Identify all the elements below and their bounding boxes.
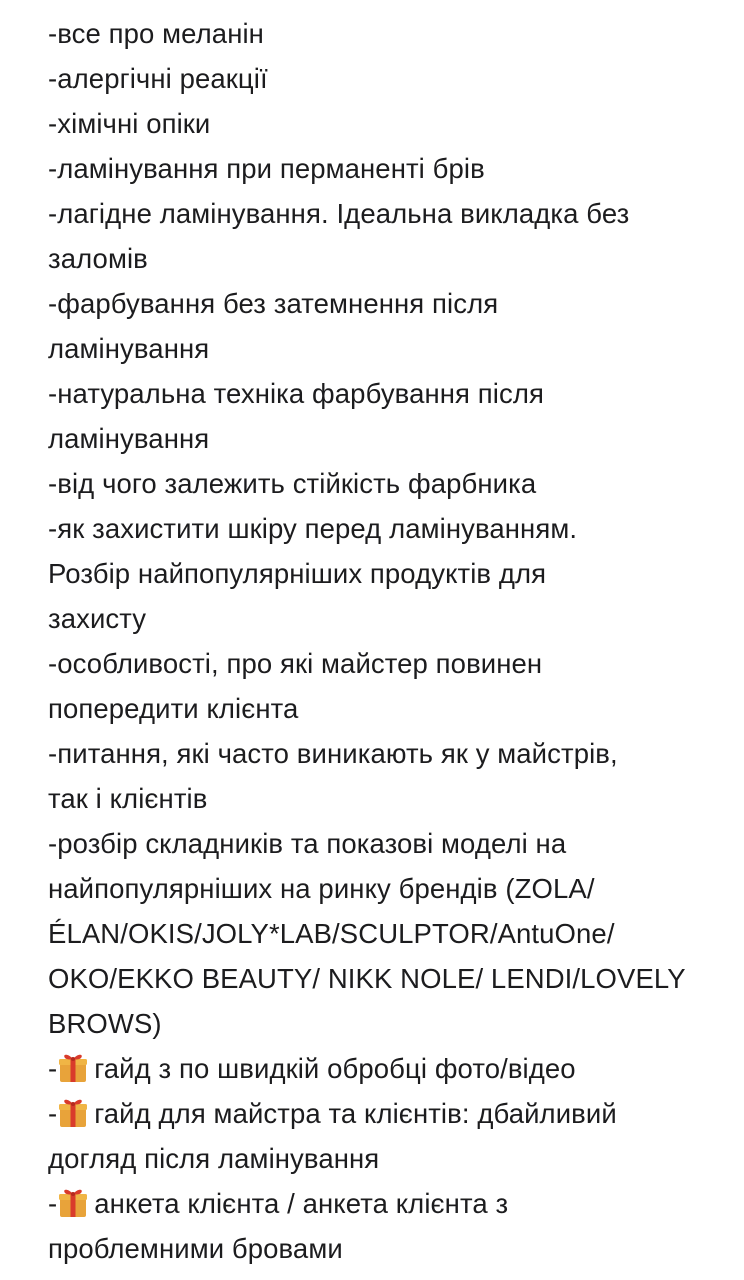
text-line: -все про меланін (48, 18, 264, 49)
gift-item-text: гайд для майстра та клієнтів: дбайливий (94, 1098, 617, 1129)
text-line: догляд після ламінування (48, 1143, 380, 1174)
gift-icon (58, 1186, 88, 1218)
text-line: -хімічні опіки (48, 108, 211, 139)
gift-icon (58, 1051, 88, 1083)
text-line: попередити клієнта (48, 693, 299, 724)
gift-line (48, 1181, 728, 1226)
text-line: -питання, які часто виникають як у майстрів, (48, 738, 618, 769)
gift-item-text: анкета клієнта / анкета клієнта з (94, 1188, 509, 1219)
text-line: ламінування (48, 333, 210, 364)
gift-item-text: гайд з по швидкій обробці фото/відео (94, 1053, 576, 1084)
text-line: ÉLAN/OKIS/JOLY*LAB/SCULPTOR/AntuOne/ (48, 918, 615, 949)
text-line: так і клієнтів (48, 783, 208, 814)
text-line: заломів (48, 243, 148, 274)
text-line: ламінування (48, 423, 210, 454)
list-dash: - (48, 1053, 58, 1084)
gift-line (48, 1046, 728, 1091)
text-line: -лагідне ламінування. Ідеальна викладка без (48, 198, 630, 229)
text-line: захисту (48, 603, 147, 634)
text-line: -алергічні реакції (48, 63, 268, 94)
text-line: OKO/EKKO BEAUTY/ NIKK NOLE/ LENDI/LOVELY (48, 963, 686, 994)
text-line: -як захистити шкіру перед ламінуванням. (48, 513, 578, 544)
document-body (48, 11, 728, 1271)
text-line: проблемними бровами (48, 1233, 343, 1264)
text-line: -фарбування без затемнення після (48, 288, 499, 319)
list-dash: - (48, 1188, 58, 1219)
text-line: Розбір найпопулярніших продуктів для (48, 558, 547, 589)
gift-line (48, 1091, 728, 1136)
gift-icon (58, 1096, 88, 1128)
text-line: -розбір складників та показові моделі на (48, 828, 567, 859)
text-line: -особливості, про які майстер повинен (48, 648, 543, 679)
text-line: -ламінування при перманенті брів (48, 153, 485, 184)
text-line: -натуральна техніка фарбування після (48, 378, 544, 409)
list-dash: - (48, 1098, 58, 1129)
text-line: найпопулярніших на ринку брендів (ZOLA/ (48, 873, 595, 904)
text-line: -від чого залежить стійкість фарбника (48, 468, 537, 499)
text-line: BROWS) (48, 1008, 162, 1039)
